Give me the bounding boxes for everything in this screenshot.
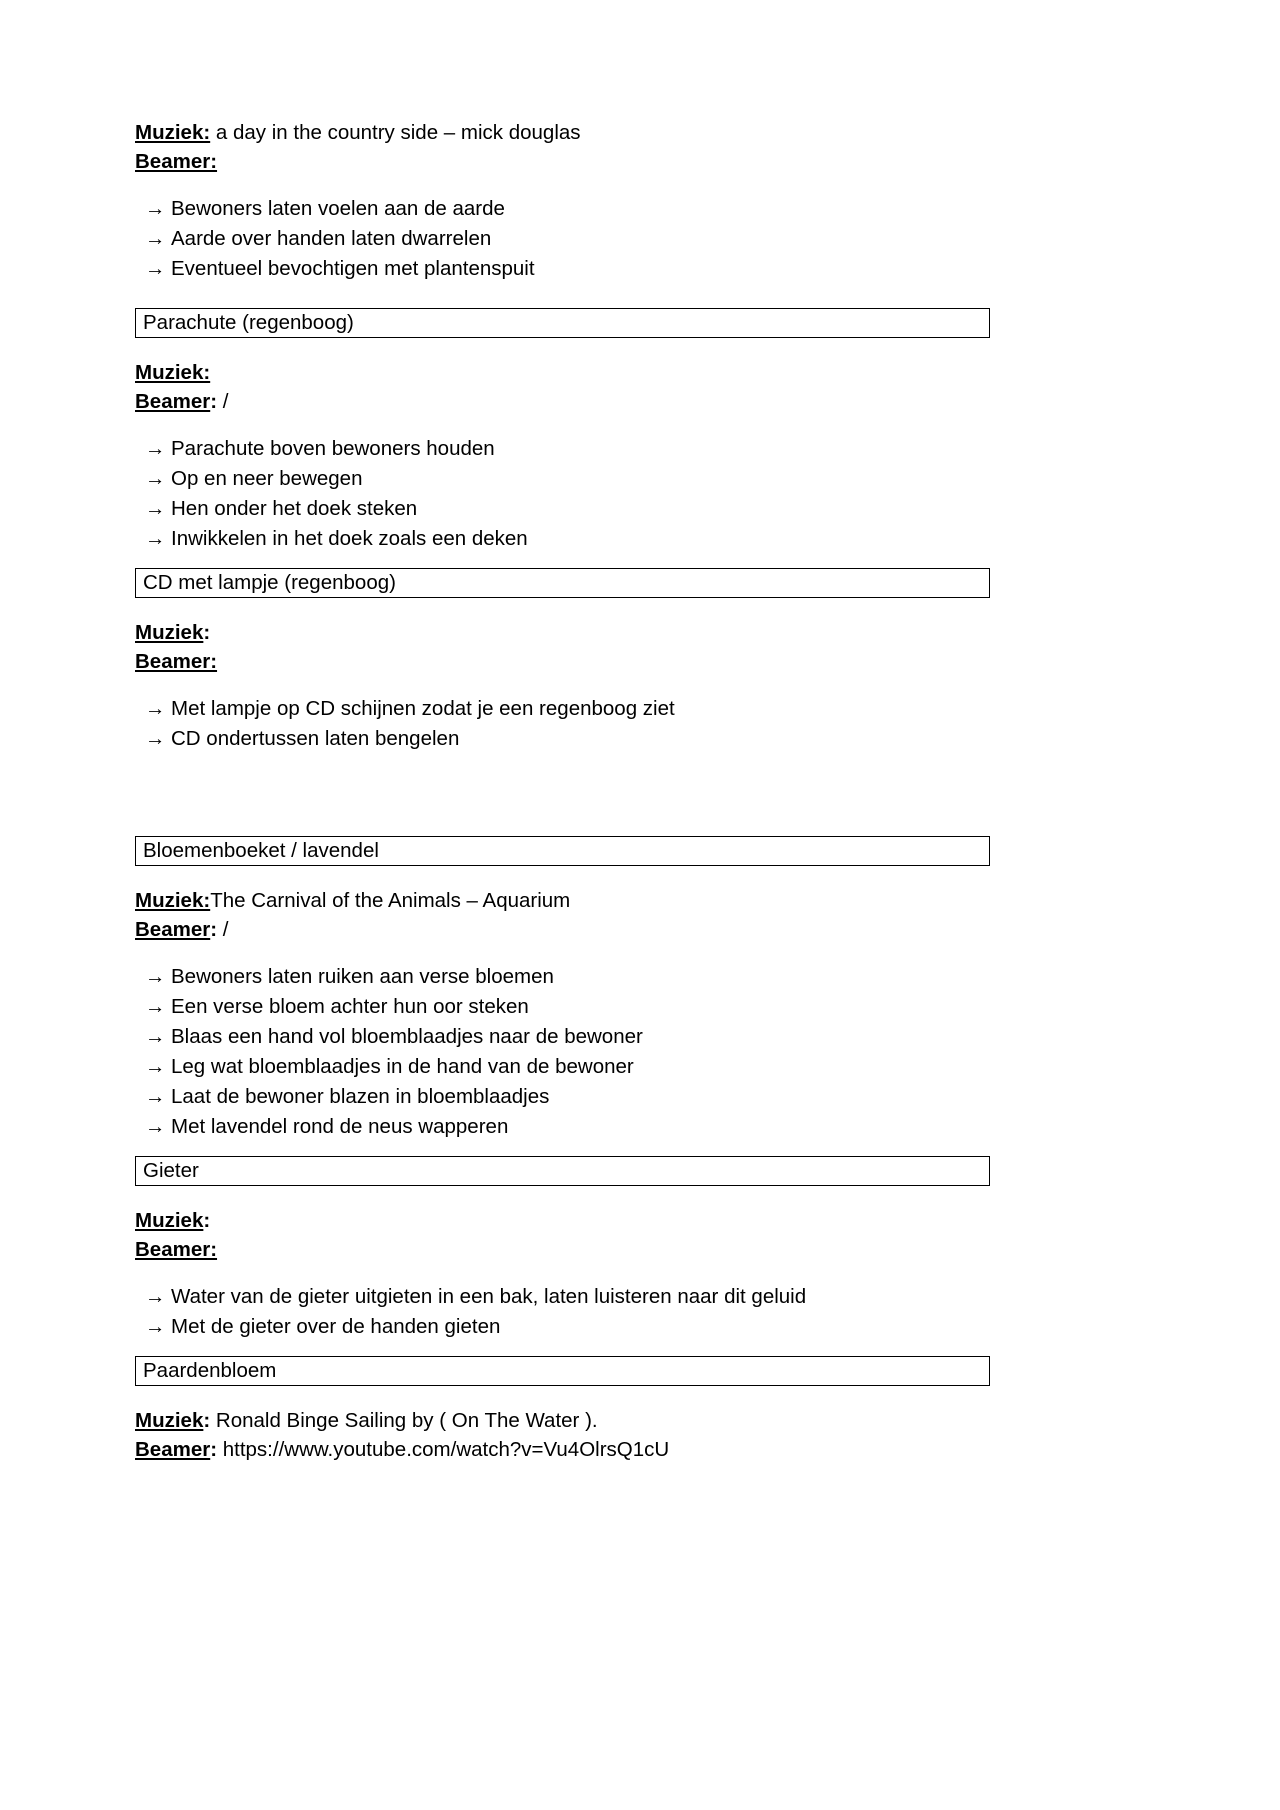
paardenbloem-meta xyxy=(135,1406,990,1464)
muziek-label: Muziek: xyxy=(135,361,211,384)
list-item-text: Inwikkelen in het doek zoals een deken xyxy=(171,527,528,550)
arrow-icon: → xyxy=(145,527,166,550)
beamer-label: Beamer xyxy=(135,1438,211,1461)
list-item-text: Leg wat bloemblaadjes in de hand van de bewoner xyxy=(171,1055,634,1078)
arrow-icon: → xyxy=(145,197,166,220)
beamer-value: / xyxy=(217,918,229,941)
bloemenboeket-meta xyxy=(135,886,990,944)
muziek-label: Muziek xyxy=(135,621,204,644)
list-item xyxy=(135,992,990,1022)
list-item xyxy=(135,962,990,992)
list-item xyxy=(135,464,990,494)
beamer-value: / xyxy=(217,390,229,413)
intro-bullet-list xyxy=(135,194,990,284)
arrow-icon: → xyxy=(145,437,166,460)
muziek-line xyxy=(135,886,990,915)
beamer-colon: : xyxy=(210,390,218,413)
muziek-line xyxy=(135,358,990,387)
list-item xyxy=(135,194,990,224)
list-item xyxy=(135,724,990,754)
list-item-text: Op en neer bewegen xyxy=(171,467,363,490)
list-item xyxy=(135,1082,990,1112)
arrow-icon: → xyxy=(145,1025,166,1048)
muziek-label: Muziek xyxy=(135,1209,204,1232)
arrow-icon: → xyxy=(145,1315,166,1338)
section-heading-text: Parachute (regenboog) xyxy=(143,310,354,334)
list-item-text: Met de gieter over de handen gieten xyxy=(171,1315,501,1338)
arrow-icon: → xyxy=(145,995,166,1018)
beamer-label: Beamer xyxy=(135,918,211,941)
muziek-value: Ronald Binge Sailing by ( On The Water ). xyxy=(210,1409,598,1432)
arrow-icon: → xyxy=(145,257,166,280)
muziek-label: Muziek: xyxy=(135,121,211,144)
beamer-line xyxy=(135,1235,990,1264)
muziek-colon: : xyxy=(203,621,211,644)
intro-muziek-line xyxy=(135,118,990,147)
list-item xyxy=(135,254,990,284)
list-item xyxy=(135,434,990,464)
list-item-text: Eventueel bevochtigen met plantenspuit xyxy=(171,257,535,280)
gieter-meta xyxy=(135,1206,990,1264)
muziek-label: Muziek: xyxy=(135,889,211,912)
arrow-icon: → xyxy=(145,1085,166,1108)
arrow-icon: → xyxy=(145,1285,166,1308)
beamer-label: Beamer xyxy=(135,390,211,413)
arrow-icon: → xyxy=(145,467,166,490)
parachute-bullet-list xyxy=(135,434,990,554)
arrow-icon: → xyxy=(145,697,166,720)
list-item xyxy=(135,1052,990,1082)
beamer-label: Beamer: xyxy=(135,150,218,173)
list-item xyxy=(135,1112,990,1142)
section-heading-text: Paardenbloem xyxy=(143,1358,277,1382)
list-item-text: Een verse bloem achter hun oor steken xyxy=(171,995,529,1018)
list-item-text: Laat de bewoner blazen in bloemblaadjes xyxy=(171,1085,550,1108)
muziek-line xyxy=(135,1406,990,1435)
muziek-colon: : xyxy=(203,1209,211,1232)
beamer-line xyxy=(135,915,990,944)
beamer-line xyxy=(135,647,990,676)
beamer-url-value[interactable]: https://www.youtube.com/watch?v=Vu4OlrsQ1cU xyxy=(217,1438,670,1461)
bloemenboeket-bullet-list xyxy=(135,962,990,1142)
list-item xyxy=(135,1022,990,1052)
section-heading-paardenbloem xyxy=(135,1356,990,1386)
list-item-text: Parachute boven bewoners houden xyxy=(171,437,495,460)
section-heading-text: CD met lampje (regenboog) xyxy=(143,570,396,594)
list-item-text: Hen onder het doek steken xyxy=(171,497,418,520)
beamer-label: Beamer: xyxy=(135,650,218,673)
arrow-icon: → xyxy=(145,1055,166,1078)
gieter-bullet-list xyxy=(135,1282,990,1342)
list-item xyxy=(135,224,990,254)
list-item-text: CD ondertussen laten bengelen xyxy=(171,727,460,750)
section-heading-bloemenboeket xyxy=(135,836,990,866)
section-heading-text: Gieter xyxy=(143,1158,199,1182)
arrow-icon: → xyxy=(145,1115,166,1138)
list-item xyxy=(135,694,990,724)
muziek-value: The Carnival of the Animals – Aquarium xyxy=(210,889,571,912)
arrow-icon: → xyxy=(145,227,166,250)
beamer-line xyxy=(135,1435,990,1464)
muziek-line xyxy=(135,1206,990,1235)
document-body xyxy=(135,118,990,1464)
section-heading-text: Bloemenboeket / lavendel xyxy=(143,838,379,862)
arrow-icon: → xyxy=(145,727,166,750)
list-item xyxy=(135,1312,990,1342)
list-item-text: Met lampje op CD schijnen zodat je een regenboog ziet xyxy=(171,697,675,720)
list-item-text: Water van de gieter uitgieten in een bak, laten luisteren naar dit geluid xyxy=(171,1285,807,1308)
beamer-label: Beamer: xyxy=(135,1238,218,1261)
section-heading-cd-met-lampje xyxy=(135,568,990,598)
beamer-colon: : xyxy=(210,918,218,941)
list-item-text: Aarde over handen laten dwarrelen xyxy=(171,227,492,250)
muziek-label: Muziek xyxy=(135,1409,204,1432)
cd-met-lampje-meta xyxy=(135,618,990,676)
beamer-line xyxy=(135,387,990,416)
section-heading-gieter xyxy=(135,1156,990,1186)
arrow-icon: → xyxy=(145,965,166,988)
muziek-value: a day in the country side – mick douglas xyxy=(210,121,581,144)
section-heading-parachute xyxy=(135,308,990,338)
cd-met-lampje-bullet-list xyxy=(135,694,990,754)
intro-beamer-line xyxy=(135,147,990,176)
list-item-text: Blaas een hand vol bloemblaadjes naar de bewoner xyxy=(171,1025,643,1048)
muziek-colon: : xyxy=(203,1409,211,1432)
intro-meta xyxy=(135,118,990,176)
parachute-meta xyxy=(135,358,990,416)
arrow-icon: → xyxy=(145,497,166,520)
list-item-text: Bewoners laten voelen aan de aarde xyxy=(171,197,505,220)
list-item-text: Bewoners laten ruiken aan verse bloemen xyxy=(171,965,554,988)
list-item xyxy=(135,1282,990,1312)
list-item-text: Met lavendel rond de neus wapperen xyxy=(171,1115,509,1138)
list-item xyxy=(135,524,990,554)
muziek-line xyxy=(135,618,990,647)
beamer-colon: : xyxy=(210,1438,218,1461)
list-item xyxy=(135,494,990,524)
